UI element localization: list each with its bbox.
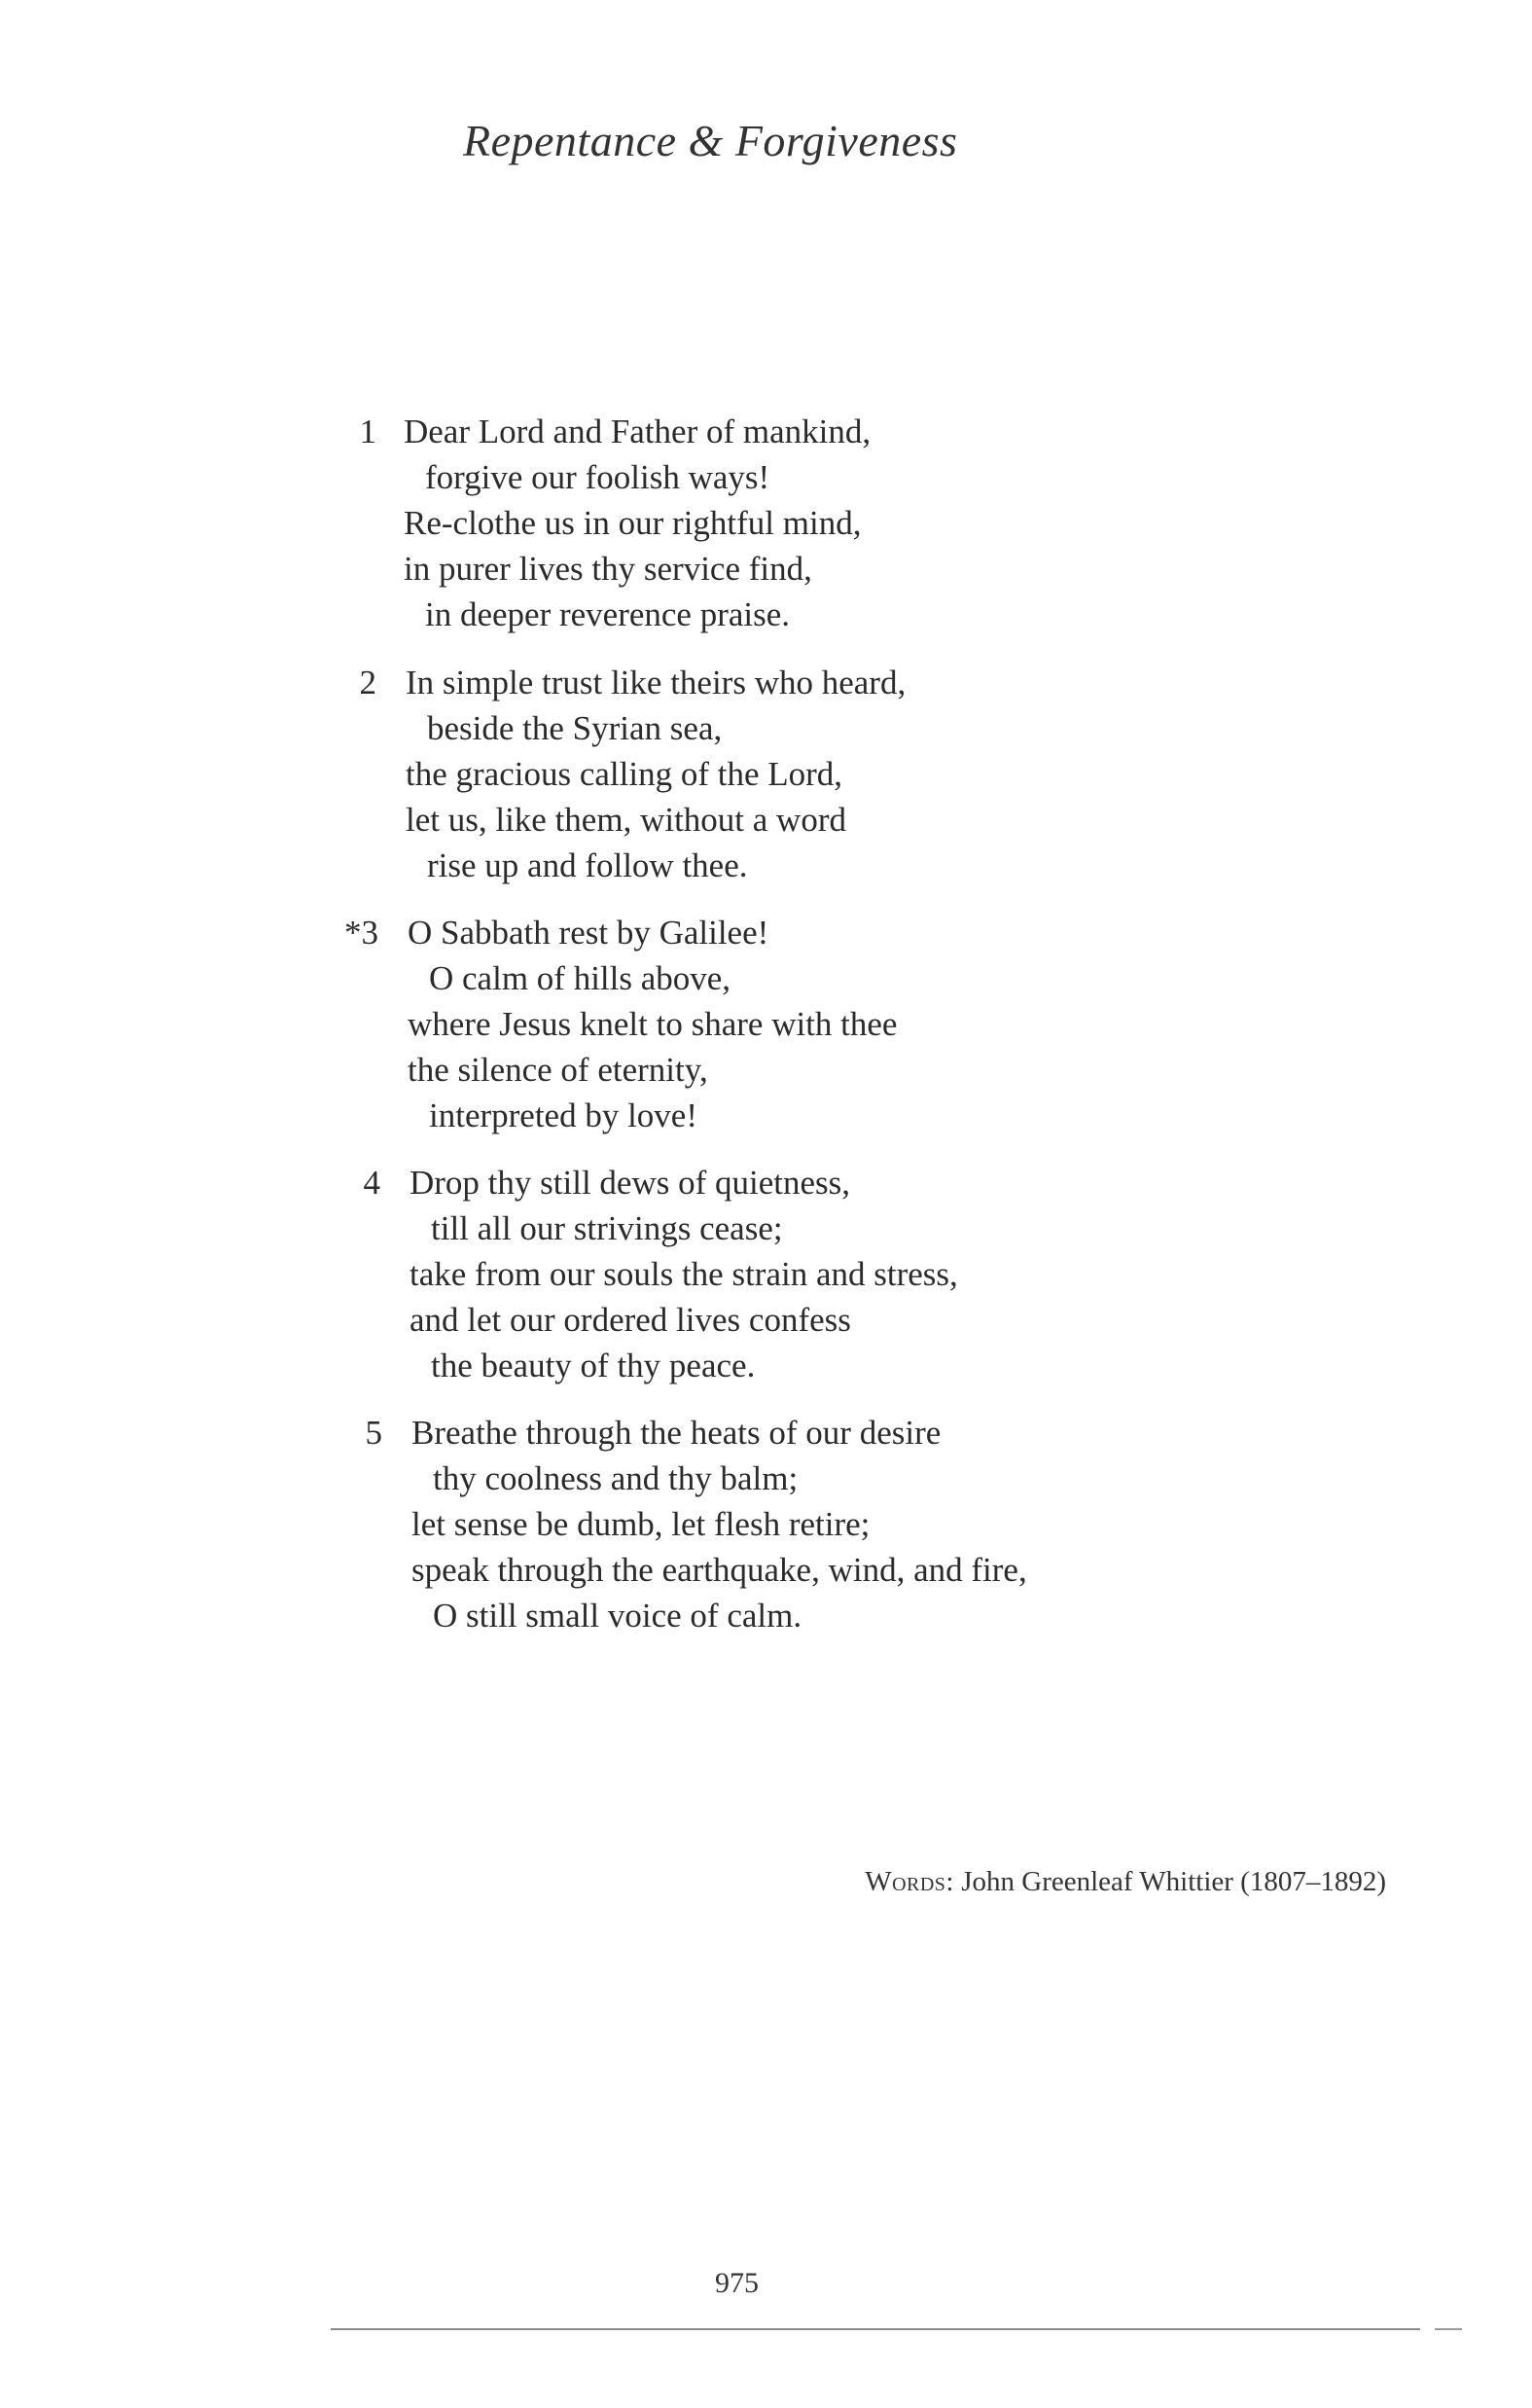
section-title: Repentance & Forgiveness bbox=[463, 116, 958, 165]
attribution-label: Words: bbox=[865, 1866, 954, 1897]
verse-number: 2 bbox=[359, 664, 376, 701]
verse-line: till all our strivings cease; bbox=[431, 1209, 783, 1247]
verse-line: in deeper reverence praise. bbox=[425, 595, 791, 633]
words-attribution bbox=[865, 1866, 1386, 1898]
verse-line: let sense be dumb, let flesh retire; bbox=[411, 1505, 871, 1543]
verse-line: in purer lives thy service find, bbox=[404, 550, 812, 588]
verse-number: 5 bbox=[365, 1414, 382, 1452]
verse-line: beside the Syrian sea, bbox=[427, 709, 723, 747]
verse-line: interpreted by love! bbox=[429, 1096, 698, 1134]
verse-line: the beauty of thy peace. bbox=[431, 1347, 756, 1384]
footer-rule bbox=[331, 2328, 1420, 2330]
verse-line: thy coolness and thy balm; bbox=[433, 1459, 799, 1497]
verse-line: O still small voice of calm. bbox=[433, 1597, 802, 1635]
verse-line: the gracious calling of the Lord, bbox=[406, 755, 843, 793]
verse-number: 4 bbox=[363, 1164, 380, 1202]
verse-line: where Jesus knelt to share with thee bbox=[408, 1005, 898, 1043]
footer-rule-tick bbox=[1435, 2328, 1462, 2330]
verse-number: *3 bbox=[344, 914, 378, 952]
verse-line: Re-clothe us in our rightful mind, bbox=[404, 504, 862, 542]
verse-line: the silence of eternity, bbox=[408, 1051, 708, 1089]
verse-line: Dear Lord and Father of mankind, bbox=[404, 413, 872, 450]
verse-line: Breathe through the heats of our desire bbox=[411, 1414, 942, 1452]
verse-line: O Sabbath rest by Galilee! bbox=[408, 914, 769, 952]
verse-line: Drop thy still dews of quietness, bbox=[410, 1164, 851, 1202]
page-number: 975 bbox=[715, 2267, 759, 2299]
verse-line: rise up and follow thee. bbox=[427, 846, 748, 884]
verse-line: take from our souls the strain and stress, bbox=[410, 1255, 958, 1293]
verse-line: In simple trust like theirs who heard, bbox=[406, 664, 907, 701]
attribution-author: John Greenleaf Whittier (1807–1892) bbox=[961, 1866, 1386, 1897]
verse-number: 1 bbox=[359, 413, 376, 450]
verse-line: and let our ordered lives confess bbox=[410, 1301, 851, 1339]
verse-line: speak through the earthquake, wind, and fire, bbox=[411, 1551, 1027, 1589]
verse-line: let us, like them, without a word bbox=[406, 801, 846, 839]
verse-line: O calm of hills above, bbox=[429, 959, 731, 997]
verse-line: forgive our foolish ways! bbox=[425, 458, 770, 496]
